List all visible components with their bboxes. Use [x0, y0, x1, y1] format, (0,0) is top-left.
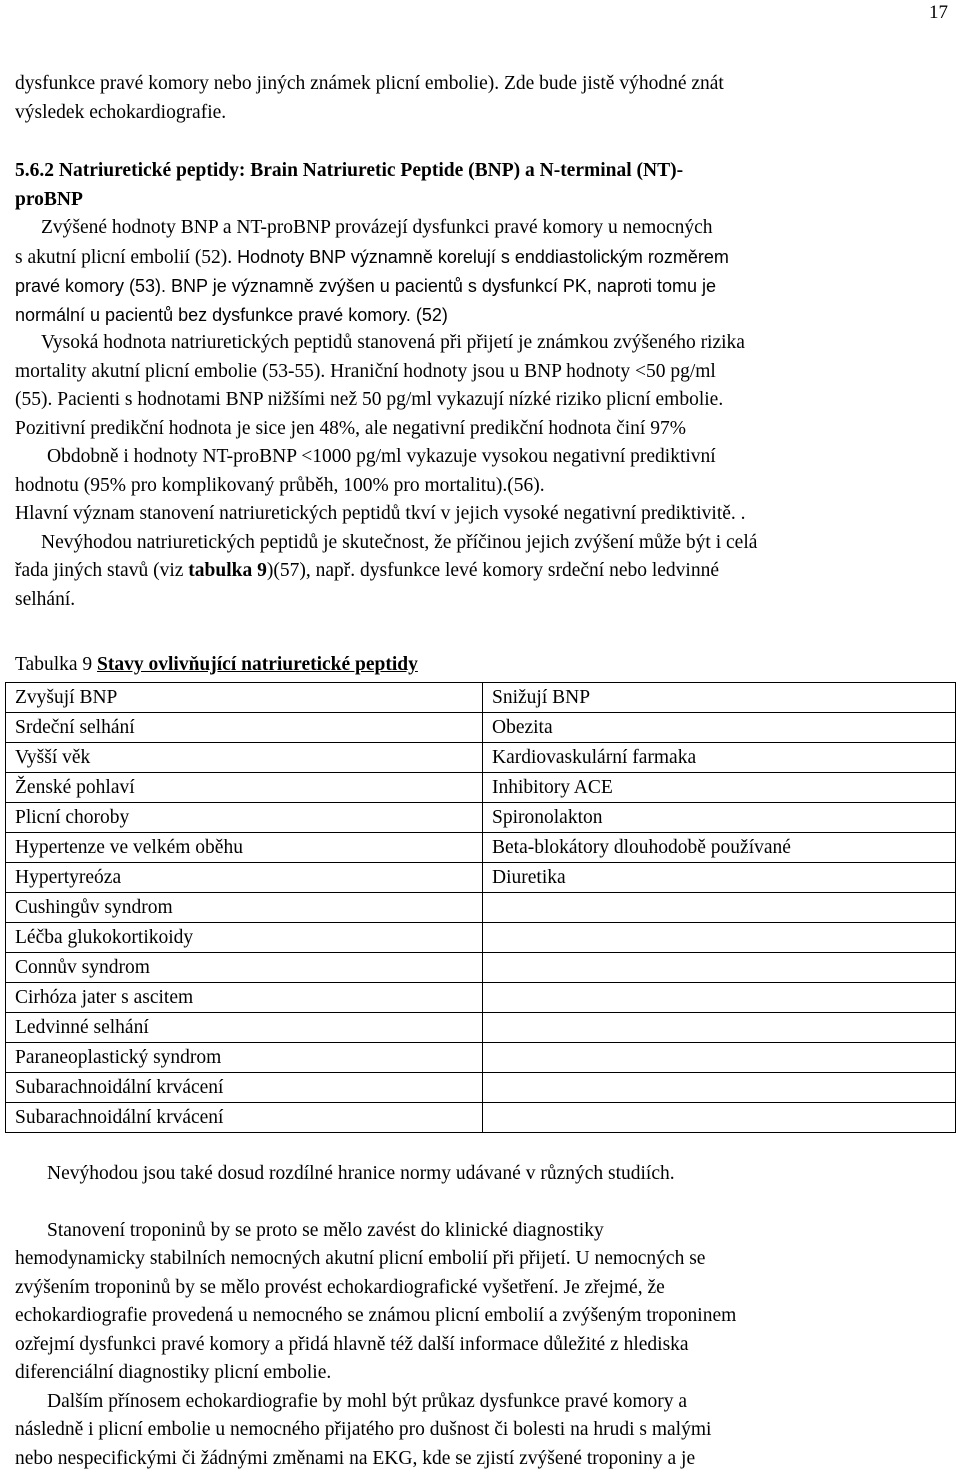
- cell-decreases-bnp: [483, 1073, 956, 1103]
- cell-increases-bnp: Ženské pohlaví: [6, 773, 483, 803]
- cell-decreases-bnp: [483, 1103, 956, 1133]
- blank-line: [15, 1189, 952, 1217]
- text-line: ozřejmí dysfunkci pravé komory a přidá hlavně též další informace důležité z hlediska: [15, 1333, 689, 1355]
- text-line: echokardiografie provedená u nemocného se známou plicní embolií a zvýšeným troponinem: [15, 1305, 737, 1326]
- cell-decreases-bnp: [483, 923, 956, 953]
- table-body: [6, 683, 956, 1133]
- table-row: [6, 863, 956, 893]
- cell-increases-bnp: Paraneoplastický syndrom: [6, 1043, 483, 1073]
- cell-increases-bnp: Subarachnoidální krvácení: [6, 1103, 483, 1133]
- text-span: řada jiných stavů (viz: [15, 560, 189, 581]
- table-caption-title: Stavy ovlivňující natriuretické peptidy: [97, 654, 418, 675]
- page-number: 17: [929, 2, 948, 23]
- table-row: [6, 833, 956, 863]
- text-line: následně i plicní embolie u nemocného přijatého pro dušnost či bolesti na hrudi s malými: [15, 1419, 712, 1440]
- text-line: zvýšením troponinů by se mělo provést echokardiografické vyšetření. Je zřejmé, že: [15, 1276, 665, 1298]
- text-line: Dalším přínosem echokardiografie by mohl být průkaz dysfunkce pravé komory a: [47, 1390, 688, 1412]
- conditions-table: [5, 682, 956, 1133]
- cell-decreases-bnp: Snižují BNP: [483, 683, 956, 713]
- text-span: s akutní plicní embolií (52).: [15, 246, 238, 268]
- text-line: Pozitivní predikční hodnota je sice jen 48%, ale negativní predikční hodnota činí 97%: [15, 417, 686, 439]
- text-line: nebo nespecifickými či žádnými změnami na EKG, kde se zjistí zvýšené troponiny a je: [15, 1447, 696, 1469]
- text-line: [15, 557, 952, 586]
- cell-increases-bnp: Cirhóza jater s ascitem: [6, 983, 483, 1013]
- cell-increases-bnp: Ledvinné selhání: [6, 1013, 483, 1043]
- text-line: výsledek echokardiografie.: [15, 101, 227, 123]
- cell-increases-bnp: Cushingův syndrom: [6, 893, 483, 923]
- text-line: (55). Pacienti s hodnotami BNP nižšími než 50 pg/ml vykazují nízké riziko plicní embolie.: [15, 389, 724, 410]
- cell-decreases-bnp: Kardiovaskulární farmaka: [483, 743, 956, 773]
- text-span: Hodnoty BNP významně korelují s enddiastolickým rozměrem: [237, 246, 729, 267]
- cell-decreases-bnp: [483, 893, 956, 923]
- bnp-section: [15, 157, 952, 614]
- text-line: hemodynamicky stabilních nemocných akutní plicní embolií při přijetí. U nemocných se: [15, 1248, 706, 1269]
- cell-increases-bnp: Plicní choroby: [6, 803, 483, 833]
- after-table-text: [15, 1160, 952, 1473]
- table-row: [6, 743, 956, 773]
- text-line: Vysoká hodnota natriuretických peptidů stanovená při přijetí je známkou zvýšeného rizika: [41, 332, 745, 353]
- cell-decreases-bnp: [483, 1043, 956, 1073]
- text-line: dysfunkce pravé komory nebo jiných známek plicní embolie). Zde bude jistě výhodné znát: [15, 73, 724, 94]
- text-line: diferenciální diagnostiky plicní embolie.: [15, 1362, 332, 1383]
- text-line: mortality akutní plicní embolie (53-55). Hraniční hodnoty jsou u BNP hodnoty <50 pg/ml: [15, 360, 716, 382]
- text-line: Zvýšené hodnoty BNP a NT-proBNP provázejí dysfunkci pravé komory u nemocných: [41, 217, 713, 238]
- table-row: [6, 983, 956, 1013]
- text-span: )(57), např. dysfunkce levé komory srdeční nebo ledvinné: [266, 560, 720, 581]
- text-line: normální u pacientů bez dysfunkce pravé komory. (52): [15, 304, 448, 325]
- cell-increases-bnp: Léčba glukokortikoidy: [6, 923, 483, 953]
- table-caption: [15, 654, 418, 676]
- cell-decreases-bnp: Spironolakton: [483, 803, 956, 833]
- section-heading: 5.6.2 Natriuretické peptidy: Brain Natriuretic Peptide (BNP) a N-terminal (NT)-: [15, 160, 684, 181]
- text-line: selhání.: [15, 588, 76, 610]
- cell-decreases-bnp: Inhibitory ACE: [483, 773, 956, 803]
- text-line: Nevýhodou jsou také dosud rozdílné hranice normy udávané v různých studiích.: [47, 1163, 675, 1184]
- text-line: pravé komory (53). BNP je významně zvýšen u pacientů s dysfunkcí PK, naproti tomu je: [15, 276, 716, 296]
- cell-increases-bnp: Srdeční selhání: [6, 713, 483, 743]
- table-row: [6, 1103, 956, 1133]
- cell-decreases-bnp: [483, 953, 956, 983]
- text-line: [15, 243, 952, 273]
- table-row: [6, 953, 956, 983]
- text-line: Hlavní význam stanovení natriuretických peptidů tkví v jejich vysoké negativní prediktivitě. .: [15, 503, 746, 524]
- section-heading-cont: proBNP: [15, 188, 83, 210]
- text-line: Obdobně i hodnoty NT-proBNP <1000 pg/ml vykazuje vysokou negativní prediktivní: [47, 446, 716, 467]
- text-line: Stanovení troponinů by se proto se mělo zavést do klinické diagnostiky: [47, 1219, 604, 1241]
- cell-increases-bnp: Connův syndrom: [6, 953, 483, 983]
- table-row: [6, 803, 956, 833]
- table-reference: tabulka 9: [188, 560, 267, 581]
- table-caption-prefix: Tabulka 9: [15, 654, 98, 675]
- cell-increases-bnp: Hypertenze ve velkém oběhu: [6, 833, 483, 863]
- cell-increases-bnp: Zvyšují BNP: [6, 683, 483, 713]
- cell-increases-bnp: Hypertyreóza: [6, 863, 483, 893]
- table-row: [6, 713, 956, 743]
- intro-paragraph: [15, 70, 952, 127]
- text-line: hodnotu (95% pro komplikovaný průběh, 100% pro mortalitu).(56).: [15, 474, 545, 496]
- cell-decreases-bnp: Beta-blokátory dlouhodobě používané: [483, 833, 956, 863]
- table-row: [6, 1073, 956, 1103]
- table-row: [6, 893, 956, 923]
- table-row: [6, 773, 956, 803]
- cell-increases-bnp: Subarachnoidální krvácení: [6, 1073, 483, 1103]
- cell-increases-bnp: Vyšší věk: [6, 743, 483, 773]
- cell-decreases-bnp: [483, 983, 956, 1013]
- cell-decreases-bnp: Diuretika: [483, 863, 956, 893]
- table-row: [6, 1013, 956, 1043]
- table-row: [6, 1043, 956, 1073]
- text-line: Nevýhodou natriuretických peptidů je skutečnost, že příčinou jejich zvýšení může být i celá: [41, 531, 758, 553]
- table-row: [6, 923, 956, 953]
- cell-decreases-bnp: [483, 1013, 956, 1043]
- table-header-row: [6, 683, 956, 713]
- cell-decreases-bnp: Obezita: [483, 713, 956, 743]
